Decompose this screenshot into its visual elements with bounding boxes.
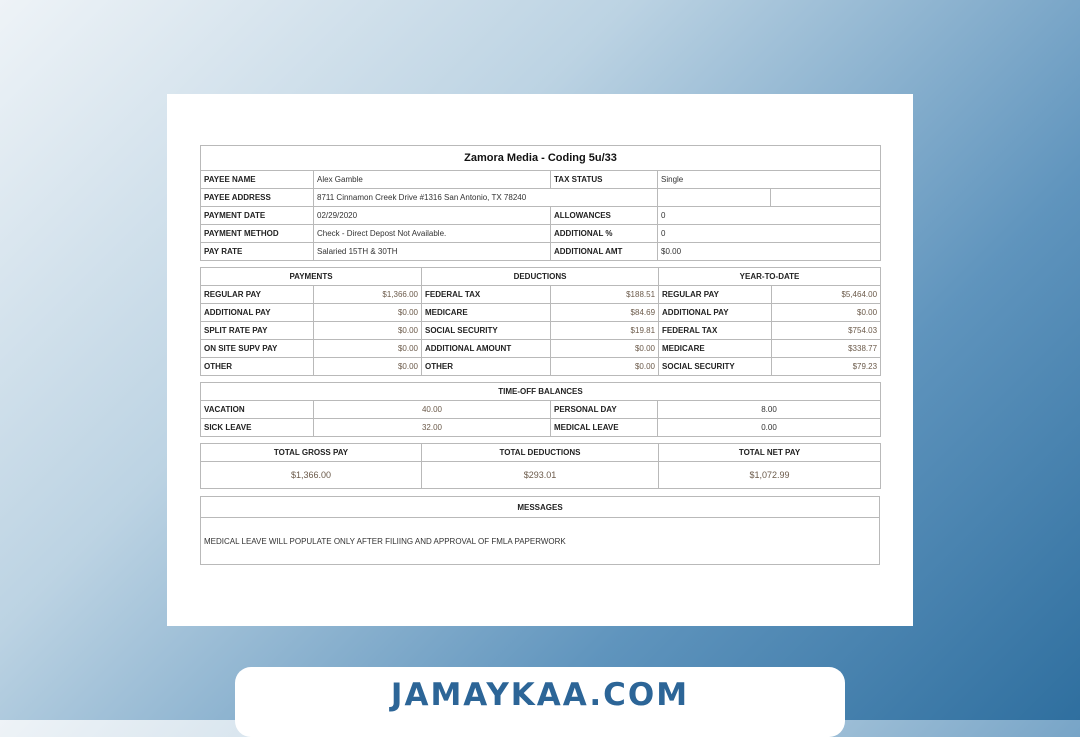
pay-rate-value: Salaried 15TH & 30TH bbox=[314, 243, 551, 261]
deductions-header: DEDUCTIONS bbox=[422, 268, 659, 286]
payment-label: ON SITE SUPV PAY bbox=[201, 340, 314, 358]
payee-name-value: Alex Gamble bbox=[314, 171, 551, 189]
payment-value: $0.00 bbox=[314, 322, 422, 340]
payment-label: OTHER bbox=[201, 358, 314, 376]
deduction-value: $0.00 bbox=[551, 340, 659, 358]
tax-status-value: Single bbox=[658, 171, 881, 189]
ytd-label: FEDERAL TAX bbox=[659, 322, 772, 340]
total-deductions-value: $293.01 bbox=[422, 462, 659, 489]
paystub-document bbox=[167, 94, 913, 626]
empty-cell bbox=[771, 189, 881, 207]
ytd-header: YEAR-TO-DATE bbox=[659, 268, 881, 286]
table-row bbox=[201, 304, 881, 322]
earnings-table bbox=[200, 267, 881, 376]
ytd-value: $0.00 bbox=[772, 304, 881, 322]
messages-text: MEDICAL LEAVE WILL POPULATE ONLY AFTER FILIING AND APPROVAL OF FMLA PAPERWORK bbox=[201, 518, 880, 565]
deduction-label: OTHER bbox=[422, 358, 551, 376]
table-row bbox=[201, 322, 881, 340]
payment-value: $0.00 bbox=[314, 358, 422, 376]
payee-address-label: PAYEE ADDRESS bbox=[201, 189, 314, 207]
table-row bbox=[201, 340, 881, 358]
additional-pct-value: 0 bbox=[658, 225, 881, 243]
deduction-label: FEDERAL TAX bbox=[422, 286, 551, 304]
deduction-value: $188.51 bbox=[551, 286, 659, 304]
deduction-value: $84.69 bbox=[551, 304, 659, 322]
ytd-label: SOCIAL SECURITY bbox=[659, 358, 772, 376]
deduction-label: ADDITIONAL AMOUNT bbox=[422, 340, 551, 358]
tax-status-label: TAX STATUS bbox=[551, 171, 658, 189]
site-banner bbox=[235, 667, 845, 737]
ytd-label: MEDICARE bbox=[659, 340, 772, 358]
payment-value: $1,366.00 bbox=[314, 286, 422, 304]
ytd-label: REGULAR PAY bbox=[659, 286, 772, 304]
messages-table bbox=[200, 496, 880, 565]
allowances-label: ALLOWANCES bbox=[551, 207, 658, 225]
payee-info-table bbox=[200, 145, 881, 261]
vacation-label: VACATION bbox=[201, 401, 314, 419]
payee-name-label: PAYEE NAME bbox=[201, 171, 314, 189]
ytd-value: $5,464.00 bbox=[772, 286, 881, 304]
ytd-label: ADDITIONAL PAY bbox=[659, 304, 772, 322]
total-net-label: TOTAL NET PAY bbox=[659, 444, 881, 462]
total-gross-value: $1,366.00 bbox=[201, 462, 422, 489]
payment-value: $0.00 bbox=[314, 340, 422, 358]
personal-day-value: 8.00 bbox=[658, 401, 881, 419]
sick-leave-value: 32.00 bbox=[314, 419, 551, 437]
table-row bbox=[201, 286, 881, 304]
document-title: Zamora Media - Coding 5u/33 bbox=[201, 146, 881, 171]
deduction-label: SOCIAL SECURITY bbox=[422, 322, 551, 340]
payment-date-value: 02/29/2020 bbox=[314, 207, 551, 225]
ytd-value: $338.77 bbox=[772, 340, 881, 358]
payment-value: $0.00 bbox=[314, 304, 422, 322]
table-row bbox=[201, 358, 881, 376]
messages-header: MESSAGES bbox=[201, 497, 880, 518]
deduction-label: MEDICARE bbox=[422, 304, 551, 322]
ytd-value: $79.23 bbox=[772, 358, 881, 376]
payment-label: ADDITIONAL PAY bbox=[201, 304, 314, 322]
deduction-value: $19.81 bbox=[551, 322, 659, 340]
additional-amt-label: ADDITIONAL AMT bbox=[551, 243, 658, 261]
totals-table bbox=[200, 443, 881, 489]
timeoff-header: TIME-OFF BALANCES bbox=[201, 383, 881, 401]
payments-header: PAYMENTS bbox=[201, 268, 422, 286]
payment-label: SPLIT RATE PAY bbox=[201, 322, 314, 340]
vacation-value: 40.00 bbox=[314, 401, 551, 419]
total-gross-label: TOTAL GROSS PAY bbox=[201, 444, 422, 462]
site-banner-text: JAMAYKAA.COM bbox=[390, 677, 690, 713]
additional-amt-value: $0.00 bbox=[658, 243, 881, 261]
additional-pct-label: ADDITIONAL % bbox=[551, 225, 658, 243]
total-deductions-label: TOTAL DEDUCTIONS bbox=[422, 444, 659, 462]
medical-leave-label: MEDICAL LEAVE bbox=[551, 419, 658, 437]
medical-leave-value: 0.00 bbox=[658, 419, 881, 437]
deduction-value: $0.00 bbox=[551, 358, 659, 376]
pay-rate-label: PAY RATE bbox=[201, 243, 314, 261]
personal-day-label: PERSONAL DAY bbox=[551, 401, 658, 419]
sick-leave-label: SICK LEAVE bbox=[201, 419, 314, 437]
allowances-value: 0 bbox=[658, 207, 881, 225]
payment-date-label: PAYMENT DATE bbox=[201, 207, 314, 225]
total-net-value: $1,072.99 bbox=[659, 462, 881, 489]
payment-label: REGULAR PAY bbox=[201, 286, 314, 304]
payment-method-value: Check - Direct Depost Not Available. bbox=[314, 225, 551, 243]
payee-address-value: 8711 Cinnamon Creek Drive #1316 San Antonio, TX 78240 bbox=[314, 189, 658, 207]
empty-cell bbox=[658, 189, 771, 207]
payment-method-label: PAYMENT METHOD bbox=[201, 225, 314, 243]
ytd-value: $754.03 bbox=[772, 322, 881, 340]
timeoff-table bbox=[200, 382, 881, 437]
